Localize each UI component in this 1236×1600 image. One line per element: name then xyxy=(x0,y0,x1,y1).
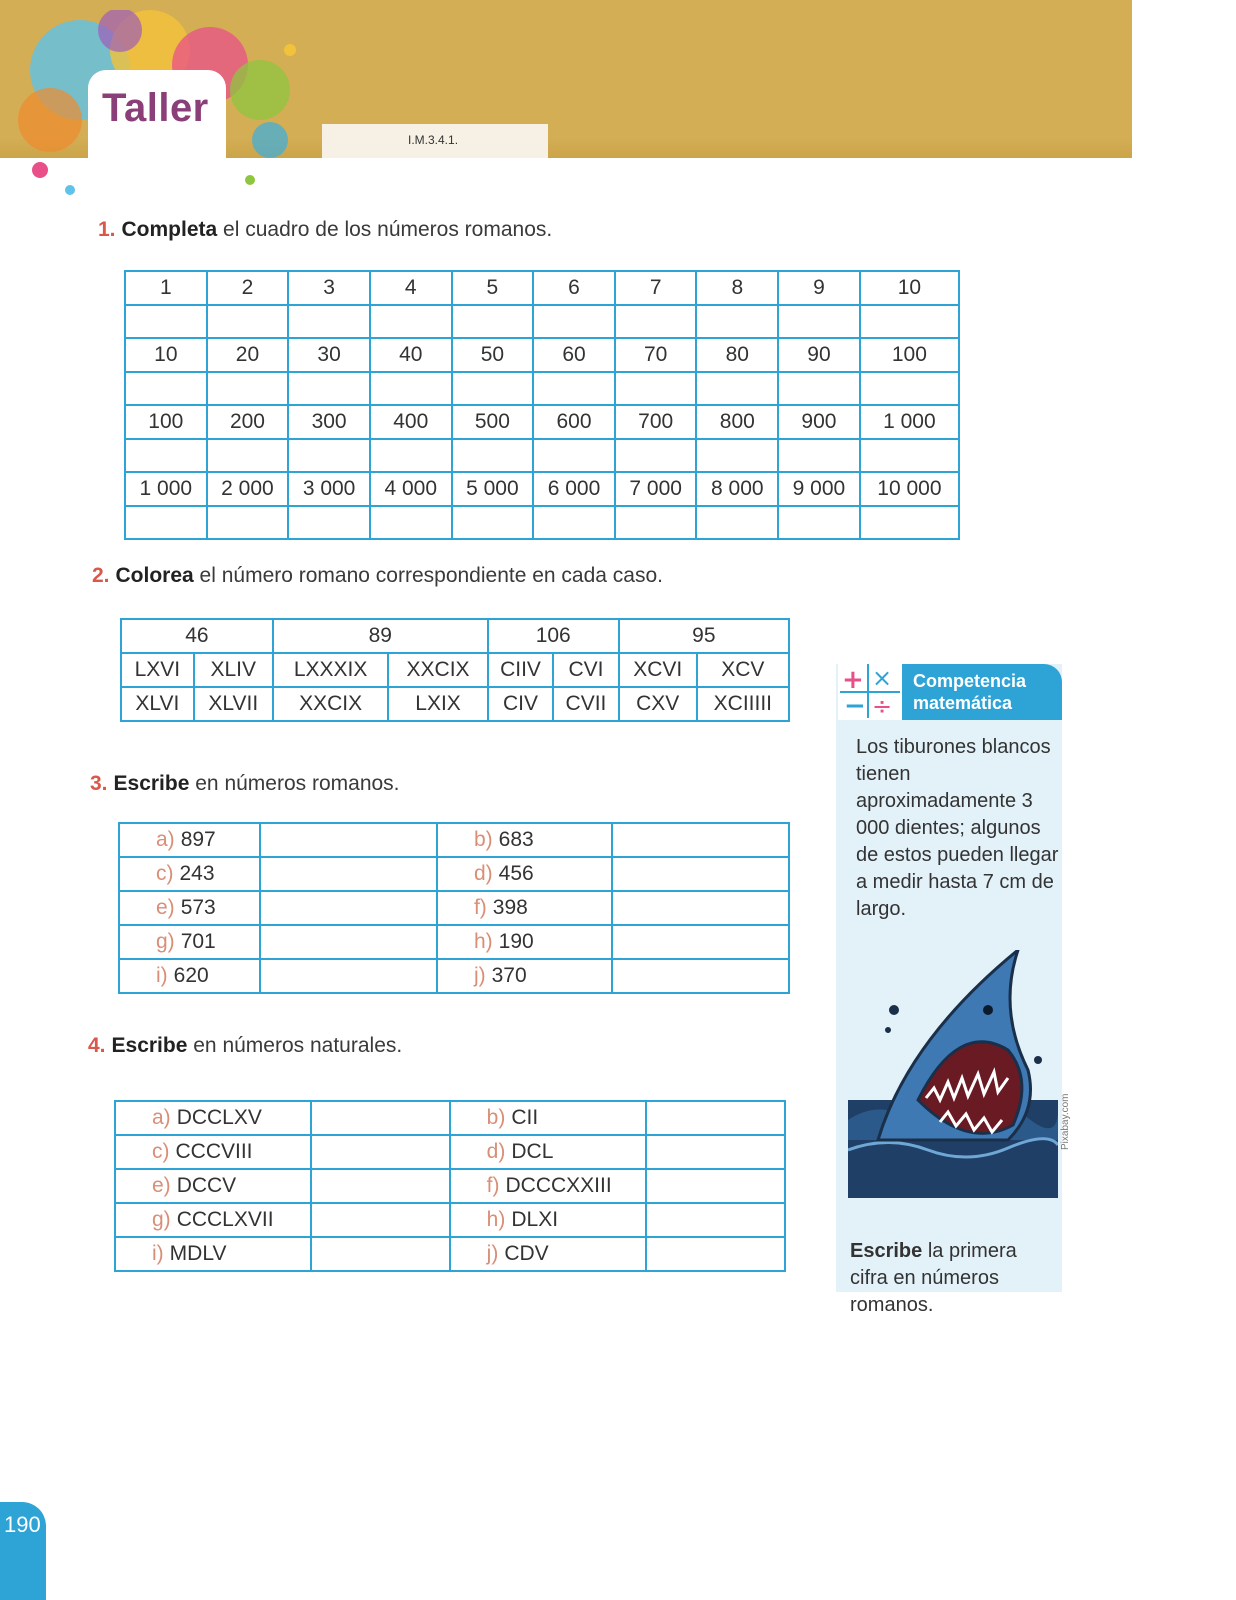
number-cell: 600 xyxy=(533,405,615,439)
answer-cell[interactable] xyxy=(612,925,789,959)
item-value: 190 xyxy=(498,930,534,953)
answer-cell[interactable] xyxy=(288,372,370,405)
number-cell: 6 xyxy=(533,271,615,305)
svg-text:÷: ÷ xyxy=(872,692,893,720)
answer-cell[interactable] xyxy=(646,1101,785,1135)
option-cell[interactable]: XXCIX xyxy=(388,653,487,687)
svg-text:+: + xyxy=(842,665,864,695)
table-row xyxy=(115,1237,785,1271)
number-cell: 8 000 xyxy=(696,472,778,506)
number-cell: 100 xyxy=(125,405,207,439)
item-value: CCCVIII xyxy=(175,1140,253,1163)
item-value: DCL xyxy=(511,1140,554,1163)
image-credit: Pixabay.com xyxy=(1060,1093,1071,1150)
answer-cell[interactable] xyxy=(125,372,207,405)
svg-text:×: × xyxy=(872,664,893,692)
prompt-cell xyxy=(437,823,612,857)
answer-cell[interactable] xyxy=(311,1237,450,1271)
option-cell[interactable]: XXCIX xyxy=(273,687,388,721)
prompt-cell xyxy=(115,1203,311,1237)
exercise-verb: Completa xyxy=(121,218,218,241)
item-letter: a) xyxy=(156,828,175,851)
option-cell[interactable]: LXVI xyxy=(121,653,194,687)
number-cell: 100 xyxy=(860,338,959,372)
answer-cell[interactable] xyxy=(370,506,452,539)
item-letter: i) xyxy=(156,964,168,987)
item-letter: h) xyxy=(473,930,493,953)
panel-task xyxy=(850,1238,1055,1319)
answer-row xyxy=(125,372,959,405)
number-cell: 70 xyxy=(615,338,697,372)
option-cell[interactable]: XCVI xyxy=(619,653,697,687)
number-cell: 40 xyxy=(370,338,452,372)
exercise-instruction: en números naturales. xyxy=(193,1034,403,1057)
exercise-2-title xyxy=(92,564,663,588)
answer-cell[interactable] xyxy=(125,439,207,472)
item-letter: e) xyxy=(152,1174,171,1197)
number-cell: 700 xyxy=(615,405,697,439)
table-row xyxy=(119,857,789,891)
exercise-number: 3. xyxy=(90,772,108,795)
item-value: CDV xyxy=(504,1242,549,1265)
table-row xyxy=(115,1101,785,1135)
item-value: DLXI xyxy=(511,1208,559,1231)
answer-cell[interactable] xyxy=(288,305,370,338)
prompt-cell xyxy=(119,857,260,891)
answer-cell[interactable] xyxy=(452,506,534,539)
prompt-cell xyxy=(450,1169,646,1203)
exercise-number: 4. xyxy=(88,1034,106,1057)
answer-cell[interactable] xyxy=(452,372,534,405)
number-cell: 5 000 xyxy=(452,472,534,506)
number-cell: 90 xyxy=(778,338,860,372)
item-letter: i) xyxy=(152,1242,164,1265)
item-letter: j) xyxy=(486,1242,499,1265)
item-value: CCCLXVII xyxy=(176,1208,274,1231)
number-cell: 300 xyxy=(288,405,370,439)
item-value: 398 xyxy=(492,896,528,919)
item-value: 620 xyxy=(173,964,209,987)
prompt-cell xyxy=(115,1237,311,1271)
answer-cell[interactable] xyxy=(207,506,289,539)
item-value: 456 xyxy=(498,862,534,885)
option-cell[interactable]: XCIIIII xyxy=(697,687,789,721)
prompt-cell xyxy=(119,823,260,857)
item-letter: b) xyxy=(473,828,493,851)
answer-row xyxy=(125,439,959,472)
answer-cell[interactable] xyxy=(696,305,778,338)
competency-title xyxy=(913,670,1026,714)
shark-illustration xyxy=(848,950,1058,1198)
answer-cell[interactable] xyxy=(860,372,959,405)
answer-cell[interactable] xyxy=(260,959,437,993)
number-cell: 3 xyxy=(288,271,370,305)
prompt-cell xyxy=(115,1135,311,1169)
item-letter: c) xyxy=(156,862,174,885)
answer-cell[interactable] xyxy=(615,506,697,539)
item-letter: h) xyxy=(486,1208,506,1231)
item-value: 701 xyxy=(180,930,216,953)
prompt-cell xyxy=(450,1135,646,1169)
exercise-4-title xyxy=(88,1034,402,1058)
roman-numeral-table xyxy=(124,270,960,540)
answer-cell[interactable] xyxy=(696,372,778,405)
option-cell[interactable]: CIIV xyxy=(488,653,553,687)
number-cell: 30 xyxy=(288,338,370,372)
header-cell: 106 xyxy=(488,619,619,653)
number-cell: 60 xyxy=(533,338,615,372)
curriculum-code: I.M.3.4.1. xyxy=(322,124,548,158)
write-natural-table xyxy=(114,1100,786,1272)
answer-cell[interactable] xyxy=(311,1203,450,1237)
shark-fact: Los tiburones blancos tienen aproximadamente 3 000 dientes; algunos de estos pueden llegar a medir hasta 7 cm de largo. xyxy=(856,736,1059,920)
exercise-verb: Escribe xyxy=(111,1034,188,1057)
answer-cell[interactable] xyxy=(207,439,289,472)
number-row xyxy=(125,472,959,506)
answer-cell[interactable] xyxy=(311,1101,450,1135)
exercise-3-title xyxy=(90,772,400,796)
number-cell: 4 xyxy=(370,271,452,305)
answer-cell[interactable] xyxy=(452,439,534,472)
item-value: 243 xyxy=(179,862,215,885)
answer-cell[interactable] xyxy=(533,439,615,472)
header-cell: 95 xyxy=(619,619,789,653)
answer-cell[interactable] xyxy=(860,305,959,338)
answer-cell[interactable] xyxy=(207,305,289,338)
exercise-verb: Colorea xyxy=(115,564,194,587)
item-letter: a) xyxy=(152,1106,171,1129)
table-row xyxy=(115,1203,785,1237)
number-cell: 10 xyxy=(860,271,959,305)
number-cell: 200 xyxy=(207,405,289,439)
exercise-instruction: en números romanos. xyxy=(195,772,400,795)
item-value: 573 xyxy=(180,896,216,919)
math-operations-icon xyxy=(838,662,902,720)
table-row xyxy=(119,823,789,857)
answer-cell[interactable] xyxy=(778,372,860,405)
exercise-instruction: el cuadro de los números romanos. xyxy=(223,218,553,241)
prompt-cell xyxy=(450,1101,646,1135)
number-cell: 2 xyxy=(207,271,289,305)
number-cell: 1 xyxy=(125,271,207,305)
number-cell: 80 xyxy=(696,338,778,372)
prompt-cell xyxy=(437,857,612,891)
number-cell: 20 xyxy=(207,338,289,372)
prompt-cell xyxy=(115,1101,311,1135)
competency-title-line1: Competencia xyxy=(913,671,1027,691)
number-cell: 1 000 xyxy=(125,472,207,506)
number-cell: 8 xyxy=(696,271,778,305)
number-cell: 7 xyxy=(615,271,697,305)
option-cell[interactable]: LXXXIX xyxy=(273,653,388,687)
number-row xyxy=(125,271,959,305)
option-cell[interactable]: XLVI xyxy=(121,687,194,721)
answer-cell[interactable] xyxy=(207,372,289,405)
panel-task-verb: Escribe xyxy=(850,1240,923,1262)
competency-title-line2: matemática xyxy=(913,693,1013,713)
answer-cell[interactable] xyxy=(125,506,207,539)
answer-cell[interactable] xyxy=(370,372,452,405)
answer-cell[interactable] xyxy=(452,305,534,338)
number-cell: 9 000 xyxy=(778,472,860,506)
number-cell: 3 000 xyxy=(288,472,370,506)
item-letter: f) xyxy=(486,1174,500,1197)
answer-cell[interactable] xyxy=(612,959,789,993)
item-value: 897 xyxy=(180,828,216,851)
prompt-cell xyxy=(450,1203,646,1237)
exercise-1-title xyxy=(98,218,552,242)
number-cell: 10 000 xyxy=(860,472,959,506)
answer-cell[interactable] xyxy=(125,305,207,338)
item-letter: d) xyxy=(486,1140,506,1163)
item-value: CII xyxy=(511,1106,539,1129)
number-cell: 10 xyxy=(125,338,207,372)
answer-cell[interactable] xyxy=(533,372,615,405)
answer-cell[interactable] xyxy=(615,439,697,472)
page-number: 190 xyxy=(4,1512,41,1537)
item-letter: b) xyxy=(486,1106,506,1129)
item-letter: e) xyxy=(156,896,175,919)
answer-cell[interactable] xyxy=(612,857,789,891)
table-row xyxy=(119,925,789,959)
answer-cell[interactable] xyxy=(860,506,959,539)
prompt-cell xyxy=(119,925,260,959)
number-row xyxy=(125,405,959,439)
answer-cell[interactable] xyxy=(260,891,437,925)
answer-cell[interactable] xyxy=(260,857,437,891)
answer-cell[interactable] xyxy=(311,1135,450,1169)
answer-cell[interactable] xyxy=(370,305,452,338)
color-choice-table xyxy=(120,618,790,722)
answer-cell[interactable] xyxy=(778,506,860,539)
answer-cell[interactable] xyxy=(533,506,615,539)
table-row xyxy=(119,891,789,925)
answer-cell[interactable] xyxy=(288,506,370,539)
number-cell: 800 xyxy=(696,405,778,439)
item-letter: f) xyxy=(473,896,487,919)
item-value: DCCV xyxy=(176,1174,237,1197)
header-cell: 46 xyxy=(121,619,273,653)
table-row xyxy=(115,1169,785,1203)
write-roman-table xyxy=(118,822,790,994)
item-letter: g) xyxy=(156,930,175,953)
option-cell[interactable]: LXIX xyxy=(388,687,487,721)
option-cell[interactable]: CIV xyxy=(488,687,553,721)
prompt-cell xyxy=(115,1169,311,1203)
answer-cell[interactable] xyxy=(696,439,778,472)
option-cell[interactable]: CVI xyxy=(553,653,618,687)
answer-cell[interactable] xyxy=(646,1135,785,1169)
option-cell[interactable]: XLVII xyxy=(194,687,273,721)
answer-row xyxy=(125,305,959,338)
answer-cell[interactable] xyxy=(860,439,959,472)
answer-cell[interactable] xyxy=(288,439,370,472)
answer-cell[interactable] xyxy=(612,891,789,925)
number-cell: 50 xyxy=(452,338,534,372)
prompt-cell xyxy=(450,1237,646,1271)
exercise-verb: Escribe xyxy=(113,772,190,795)
answer-cell[interactable] xyxy=(370,439,452,472)
answer-cell[interactable] xyxy=(260,823,437,857)
answer-cell[interactable] xyxy=(260,925,437,959)
header-cell: 89 xyxy=(273,619,488,653)
answer-cell[interactable] xyxy=(311,1169,450,1203)
number-cell: 400 xyxy=(370,405,452,439)
item-letter: g) xyxy=(152,1208,171,1231)
item-value: DCCLXV xyxy=(176,1106,262,1129)
panel-task-text: la primera cifra en números romanos. xyxy=(850,1240,1017,1316)
answer-cell[interactable] xyxy=(646,1237,785,1271)
prompt-cell xyxy=(119,959,260,993)
page-title: Taller xyxy=(102,86,209,130)
number-cell: 4 000 xyxy=(370,472,452,506)
number-cell: 900 xyxy=(778,405,860,439)
answer-cell[interactable] xyxy=(778,305,860,338)
item-letter: d) xyxy=(473,862,493,885)
table-row xyxy=(119,959,789,993)
answer-cell[interactable] xyxy=(646,1203,785,1237)
answer-cell[interactable] xyxy=(696,506,778,539)
item-value: MDLV xyxy=(169,1242,227,1265)
exercise-number: 2. xyxy=(92,564,110,587)
prompt-cell xyxy=(437,959,612,993)
prompt-cell xyxy=(119,891,260,925)
exercise-number: 1. xyxy=(98,218,116,241)
answer-cell[interactable] xyxy=(646,1169,785,1203)
number-cell: 2 000 xyxy=(207,472,289,506)
answer-row xyxy=(125,506,959,539)
item-value: 683 xyxy=(498,828,534,851)
item-letter: j) xyxy=(473,964,486,987)
option-cell[interactable]: CVII xyxy=(553,687,618,721)
answer-cell[interactable] xyxy=(615,372,697,405)
option-cell[interactable]: XCV xyxy=(697,653,789,687)
exercise-instruction: el número romano correspondiente en cada caso. xyxy=(199,564,663,587)
answer-cell[interactable] xyxy=(778,439,860,472)
answer-cell[interactable] xyxy=(533,305,615,338)
item-value: DCCCXXIII xyxy=(505,1174,612,1197)
number-row xyxy=(125,338,959,372)
number-cell: 5 xyxy=(452,271,534,305)
prompt-cell xyxy=(437,891,612,925)
option-cell[interactable]: CXV xyxy=(619,687,697,721)
item-value: 370 xyxy=(491,964,527,987)
number-cell: 9 xyxy=(778,271,860,305)
number-cell: 1 000 xyxy=(860,405,959,439)
svg-text:−: − xyxy=(844,691,866,720)
number-cell: 7 000 xyxy=(615,472,697,506)
prompt-cell xyxy=(437,925,612,959)
table-row xyxy=(115,1135,785,1169)
answer-cell[interactable] xyxy=(612,823,789,857)
answer-cell[interactable] xyxy=(615,305,697,338)
item-letter: c) xyxy=(152,1140,170,1163)
option-cell[interactable]: XLIV xyxy=(194,653,273,687)
number-cell: 6 000 xyxy=(533,472,615,506)
number-cell: 500 xyxy=(452,405,534,439)
